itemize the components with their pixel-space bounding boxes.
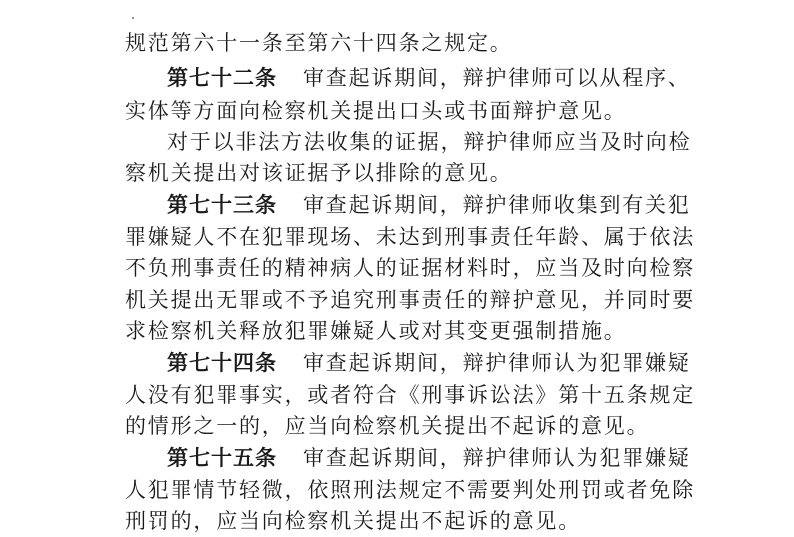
text-line (125, 316, 627, 346)
article-number: 第七十二条 (167, 66, 277, 90)
text-line (125, 411, 649, 441)
text-line (125, 285, 695, 315)
line-text: 人犯罪情节轻微，依照刑法规定不需要判处刑罚或者免除 (125, 478, 695, 502)
line-text: 审查起诉期间，辩护律师可以从程序、 (303, 66, 691, 90)
text-line (125, 28, 513, 58)
line-text: 实体等方面向检察机关提出口头或书面辩护意见。 (125, 99, 627, 123)
article-line (167, 443, 691, 473)
line-text: 规范第六十一条至第六十四条之规定。 (125, 31, 513, 55)
line-text: 刑罚的，应当向检察机关提出不起诉的意见。 (125, 509, 581, 533)
line-text: 罪嫌疑人不在犯罪现场、未达到刑事责任年龄、属于依法 (125, 225, 695, 249)
line-text: 机关提出无罪或不予追究刑事责任的辩护意见，并同时要 (125, 288, 695, 312)
text-line (125, 380, 695, 410)
article-number: 第七十三条 (167, 193, 277, 217)
text-line (125, 96, 627, 126)
article-line (167, 348, 691, 378)
line-text: 不负刑事责任的精神病人的证据材料时，应当及时向检察 (125, 256, 695, 280)
line-text: 人没有犯罪事实，或者符合《刑事诉讼法》第十五条规定 (125, 383, 695, 407)
article-line (167, 63, 691, 93)
text-line (125, 475, 695, 505)
line-text: 对于以非法方法收集的证据，辩护律师应当及时向检 (167, 130, 692, 154)
line-text: 察机关提出对该证据予以排除的意见。 (125, 161, 513, 185)
text-line (125, 253, 695, 283)
line-text: 求检察机关释放犯罪嫌疑人或对其变更强制措施。 (125, 319, 627, 343)
article-line (167, 190, 691, 220)
line-text: 审查起诉期间，辩护律师认为犯罪嫌疑 (303, 446, 691, 470)
line-text: 的情形之一的，应当向检察机关提出不起诉的意见。 (125, 414, 650, 438)
text-line (125, 222, 695, 252)
scan-speck (132, 17, 134, 19)
text-line (125, 506, 581, 536)
line-text: 审查起诉期间，辩护律师收集到有关犯 (303, 193, 691, 217)
article-number: 第七十四条 (167, 351, 277, 375)
text-line (125, 158, 513, 188)
line-text: 审查起诉期间，辩护律师认为犯罪嫌疑 (303, 351, 691, 375)
article-number: 第七十五条 (167, 446, 277, 470)
paragraph-start-line (167, 127, 691, 157)
